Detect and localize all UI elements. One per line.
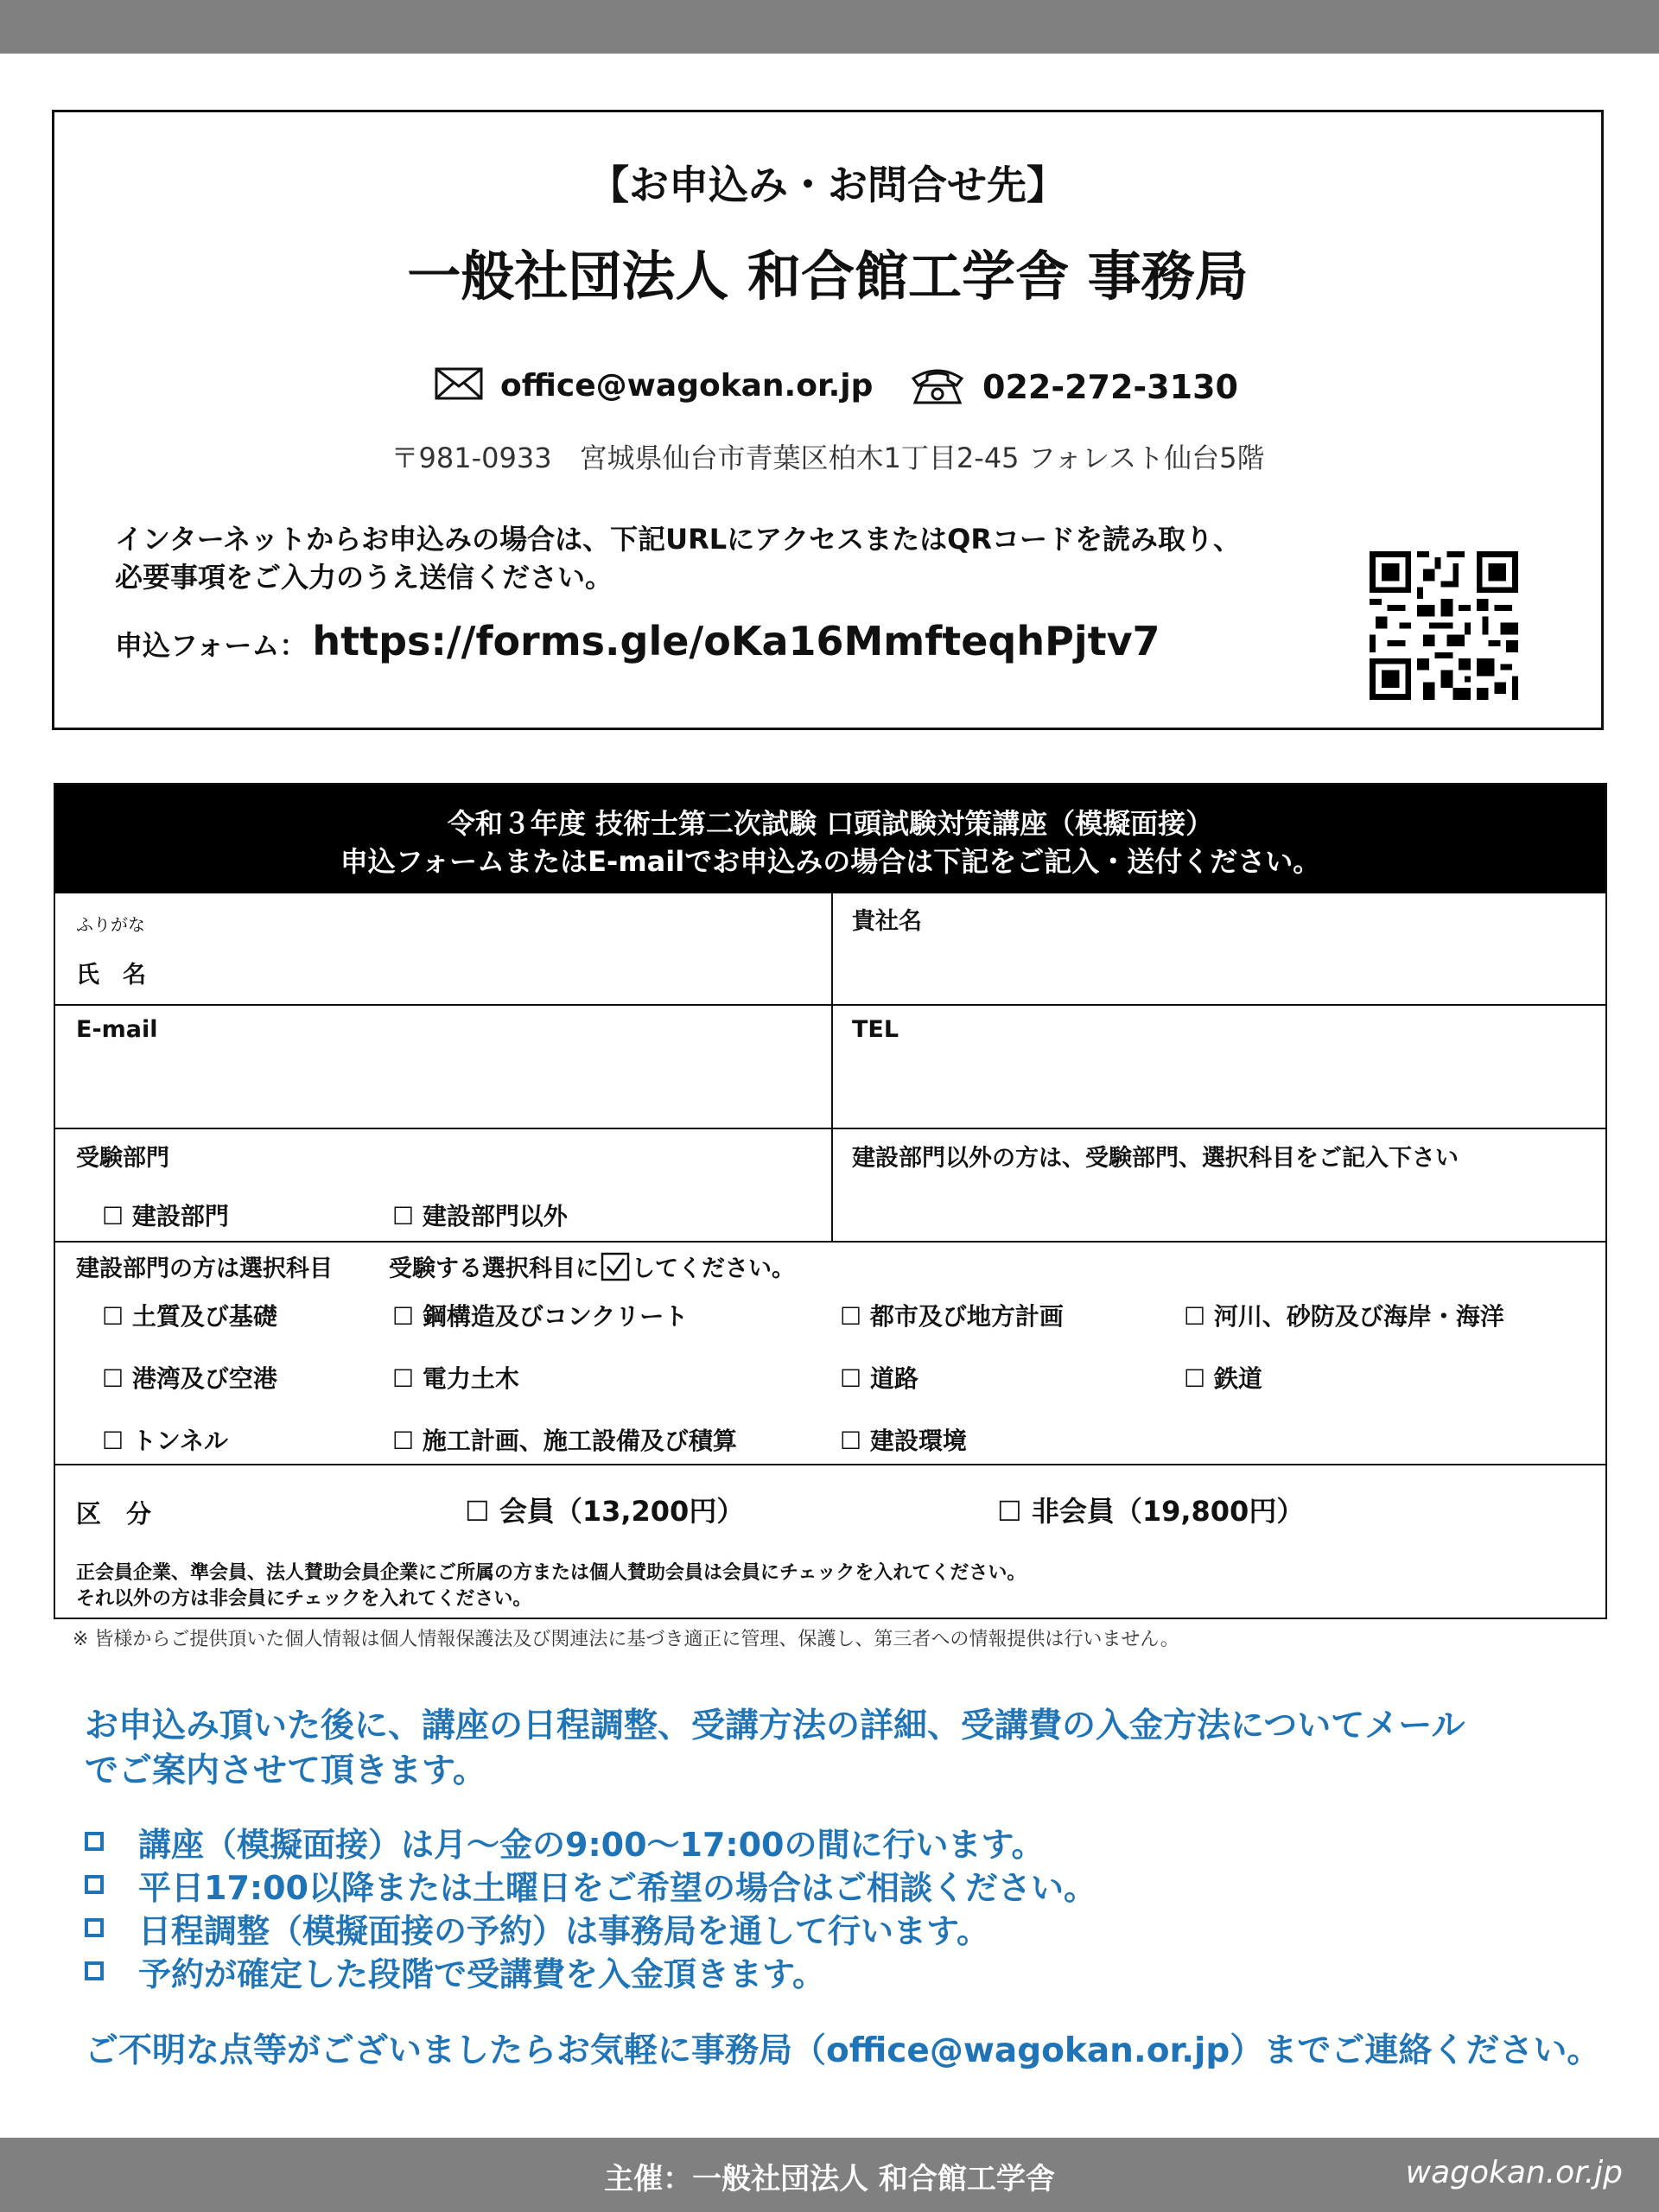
form-header	[55, 785, 1605, 893]
column-divider	[831, 893, 833, 1241]
list-item	[85, 1906, 1096, 1949]
company-label: 貴社名	[852, 908, 922, 935]
contact-email[interactable]: office@wagokan.or.jp	[500, 367, 874, 404]
closing-text: ご不明な点等がございましたらお気軽に事務局（office@wagokan.or.jp）までご連絡ください。	[85, 2031, 1601, 2070]
subject-checkbox[interactable]: ☐ 港湾及び空港	[102, 1364, 277, 1393]
telephone-icon	[910, 365, 965, 410]
info-paragraph-line-1: お申込み頂いた後に、講座の日程調整、受講方法の詳細、受講費の入金方法についてメール	[85, 1707, 1465, 1745]
privacy-disclaimer: ※ 皆様からご提供頂いた個人情報は個人情報保護法及び関連法に基づき適正に管理、保護し、第三者への情報提供は行いません。	[73, 1629, 1179, 1650]
bullet-text: 日程調整（模擬面接の予約）は事務局を通して行います。	[138, 1911, 989, 1950]
tel-label: TEL	[852, 1016, 899, 1043]
subject-checkbox[interactable]: ☐ トンネル	[102, 1427, 229, 1455]
site-link[interactable]: wagokan.or.jp	[1405, 2155, 1623, 2190]
square-bullet-icon	[85, 1875, 104, 1894]
email-label: E-mail	[76, 1016, 158, 1043]
member-checkbox[interactable]: ☐ 会員（13,200円）	[465, 1495, 745, 1528]
form-url-row	[115, 618, 1160, 664]
email-row	[435, 363, 873, 408]
checked-box-icon	[601, 1252, 630, 1281]
info-paragraph-line-2: でご案内させて頂きます。	[85, 1751, 486, 1790]
subject-instruction-post: してください。	[632, 1255, 795, 1282]
row-divider	[55, 1004, 1605, 1006]
contact-phone[interactable]: 022-272-3130	[982, 368, 1238, 406]
info-paragraph	[85, 1704, 1588, 1794]
square-bullet-icon	[85, 1961, 104, 1980]
intro-text	[115, 520, 1376, 596]
qr-code[interactable]	[1370, 551, 1518, 700]
subject-checkbox[interactable]: ☐ 都市及び地方計画	[840, 1302, 1064, 1331]
subject-checkbox[interactable]: ☐ 建設環境	[840, 1427, 967, 1455]
top-bar	[0, 0, 1659, 54]
contact-heading: 【お申込み・お問合せ先】	[589, 162, 1066, 208]
subject-checkbox[interactable]: ☐ 鉄道	[1184, 1364, 1262, 1393]
info-bullet-list	[85, 1820, 1096, 1993]
subject-label: 建設部門の方は選択科目	[76, 1255, 333, 1282]
subject-checkbox[interactable]: ☐ 電力土木	[392, 1364, 519, 1393]
square-bullet-icon	[85, 1918, 104, 1937]
list-item	[85, 1820, 1096, 1863]
subject-instruction	[389, 1249, 795, 1283]
subject-checkbox[interactable]: ☐ 土質及び基礎	[102, 1302, 277, 1331]
intro-line-1: インターネットからお申込みの場合は、下記URLにアクセスまたはQRコードを読み取り、	[115, 523, 1242, 556]
subject-checkbox[interactable]: ☐ 河川、砂防及び海岸・海洋	[1184, 1302, 1504, 1331]
phone-row	[910, 365, 1238, 410]
envelope-icon	[435, 367, 483, 404]
subject-checkbox[interactable]: ☐ 鋼構造及びコンクリート	[392, 1302, 689, 1331]
intro-line-2: 必要事項をご入力のうえ送信ください。	[115, 561, 613, 594]
contact-box	[52, 110, 1604, 730]
footer-bar	[0, 2138, 1659, 2212]
list-item	[85, 1949, 1096, 1993]
membership-note-line-1: 正会員企業、準会員、法人賛助会員企業にご所属の方または個人賛助会員は会員にチェックを入れてください。	[76, 1562, 1027, 1584]
checkbox-non-construction[interactable]: ☐ 建設部門以外	[392, 1202, 568, 1230]
office-name: 一般社団法人 和合館工学舎 事務局	[407, 245, 1249, 308]
row-divider	[55, 1241, 1605, 1243]
non-member-checkbox[interactable]: ☐ 非会員（19,800円）	[997, 1495, 1305, 1528]
bullet-text: 予約が確定した段階で受講費を入金頂きます。	[138, 1955, 825, 1993]
membership-note-line-2: それ以外の方は非会員にチェックを入れてください。	[76, 1588, 532, 1610]
address: 〒981-0933 宮城県仙台市青葉区柏木1丁目2-45 フォレスト仙台5階	[391, 442, 1265, 474]
other-division-note: 建設部門以外の方は、受験部門、選択科目をご記入下さい	[852, 1145, 1459, 1172]
category-label: 区 分	[76, 1499, 152, 1529]
square-bullet-icon	[85, 1832, 104, 1851]
list-item	[85, 1863, 1096, 1906]
subject-checkbox[interactable]: ☐ 道路	[840, 1364, 918, 1393]
organizer-text: 主催：一般社団法人 和合館工学舎	[604, 2162, 1055, 2196]
row-divider	[55, 1464, 1605, 1465]
application-form	[54, 783, 1607, 1619]
form-label: 申込フォーム：	[115, 629, 308, 662]
form-url-link[interactable]: https://forms.gle/oKa16MmfteqhPjtv7	[312, 618, 1160, 664]
bullet-text: 平日17:00以降または土曜日をご希望の場合はご相談ください。	[138, 1868, 1096, 1907]
furigana-label: ふりがな	[76, 914, 145, 935]
subject-instruction-pre: 受験する選択科目に	[389, 1255, 599, 1282]
row-divider	[55, 1128, 1605, 1129]
bullet-text: 講座（模擬面接）は月～金の9:00～17:00の間に行います。	[138, 1825, 1045, 1864]
form-title-line-2: 申込フォームまたはE-mailでお申込みの場合は下記をご記入・送付ください。	[340, 845, 1321, 878]
checkbox-construction[interactable]: ☐ 建設部門	[102, 1202, 229, 1230]
membership-note	[76, 1560, 1026, 1612]
name-label: 氏 名	[76, 962, 146, 988]
division-label: 受験部門	[76, 1145, 169, 1172]
subject-checkbox[interactable]: ☐ 施工計画、施工設備及び積算	[392, 1427, 737, 1455]
form-title-line-1: 令和３年度 技術士第二次試験 口頭試験対策講座（模擬面接）	[447, 807, 1214, 840]
